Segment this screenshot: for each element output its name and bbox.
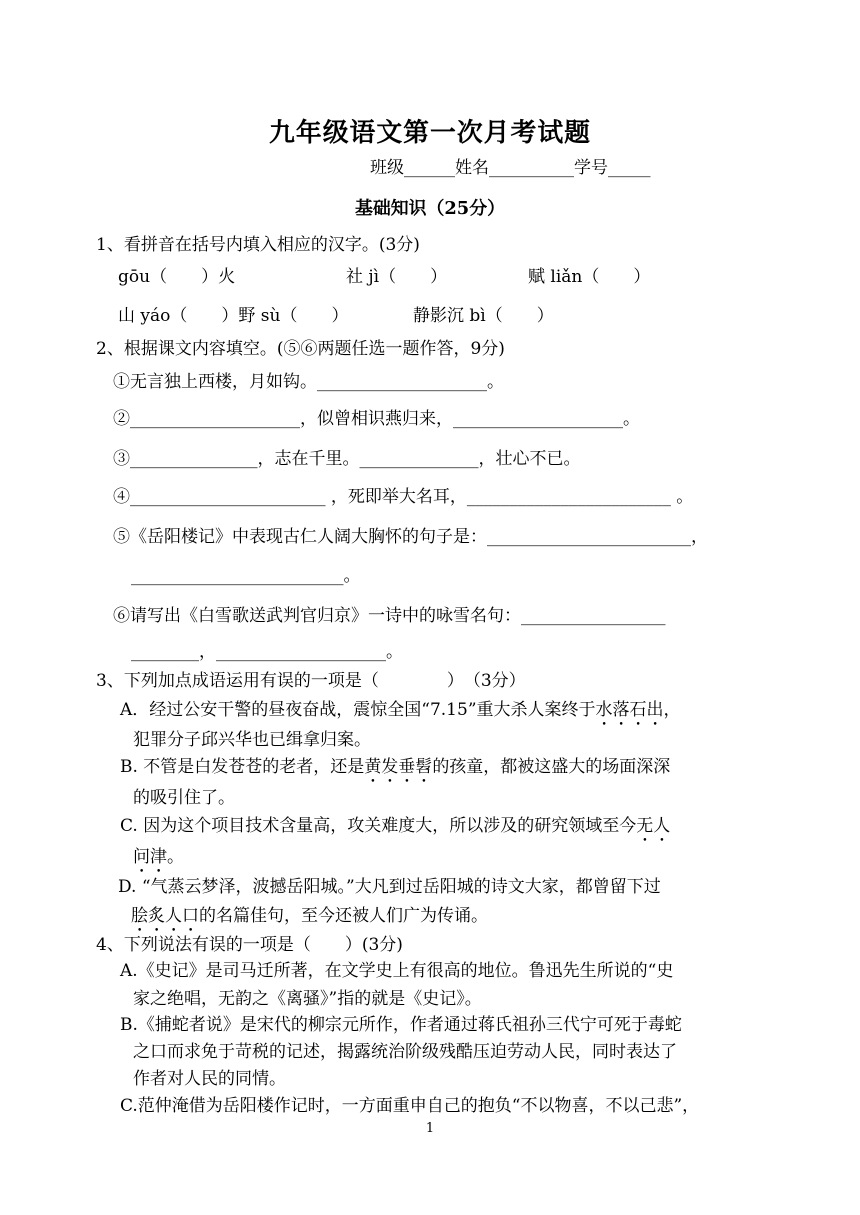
q1-item: 赋 liǎn（ ）: [528, 267, 651, 287]
q1-item: 社 jì（ ）: [346, 267, 448, 287]
q2-line: ⑤《岳阳楼记》中表现古仁人阔大胸怀的句子是：________________________，: [113, 527, 708, 547]
q3-stem: 3、下列加点成语运用有误的一项是（ ） （3分）: [96, 671, 526, 691]
q3-option-b-cont: 的吸引住了。: [133, 788, 235, 808]
section-heading: 基础知识（25分）: [355, 198, 505, 219]
q2-line: ________，____________________。: [131, 642, 403, 662]
dotted-idiom: 黄发垂髫: [364, 757, 433, 777]
student-info-line: 班级______姓名__________学号_____: [370, 158, 651, 178]
page-number: 1: [425, 1121, 435, 1136]
q4-stem: 4、下列说法有误的一项是（ ）(3分): [96, 935, 403, 955]
q3-option-b: B. 不管是白发苍苍的老者，还是黄发垂髫的孩童，都被这盛大的场面深深: [120, 757, 671, 777]
q2-line: ②____________________，似曾相识燕归来，____________________。: [113, 409, 640, 429]
dotted-idiom: 问津: [133, 847, 167, 867]
q2-line: ③_______________，志在千里。______________，壮心不已。: [113, 449, 581, 469]
q3-option-a-cont: 犯罪分子邱兴华也已缉拿归案。: [133, 730, 371, 750]
q4-option-c: C.范仲淹借为岳阳楼作记时，一方面重申自己的抱负“不以物喜，不以己悲”，: [120, 1096, 700, 1116]
q3-option-c: C. 因为这个项目技术含量高，攻关难度大，所以涉及的研究领域至今无人: [120, 816, 671, 836]
q3-option-d-cont: 脍炙人口的名篇佳句，至今还被人们广为传诵。: [131, 906, 488, 926]
dotted-idiom: 脍炙人口: [131, 906, 199, 926]
q4-option-b-cont: 之口而求免于苛税的记述，揭露统治阶级残酷压迫劳动人民，同时表达了: [133, 1042, 677, 1062]
q2-line: _________________________。: [131, 566, 361, 586]
q2-line: ⑥请写出《白雪歌送武判官归京》一诗中的咏雪名句：_________________: [113, 606, 666, 626]
q4-option-b: B.《捕蛇者说》是宋代的柳宗元所作，作者通过蒋氏祖孙三代宁可死于毒蛇: [120, 1015, 682, 1035]
dotted-idiom: 无人: [636, 816, 671, 836]
q1-item: 山 yáo（ ）野 sù（ ）: [118, 306, 349, 326]
q4-option-a-cont: 家之绝唱，无韵之《离骚》”指的就是《史记》。: [133, 989, 482, 1009]
page-title: 九年级语文第一次月考试题: [269, 118, 591, 148]
dotted-idiom: 水落石出: [595, 700, 664, 720]
q2-stem: 2、根据课文内容填空。(⑤⑥两题任选一题作答，9分): [96, 339, 505, 359]
q2-line: ④_______________________ ，死即举大名耳，________________________ 。: [113, 487, 694, 507]
q1-stem: 1、看拼音在括号内填入相应的汉字。(3分): [96, 235, 420, 255]
q4-option-b-cont: 作者对人民的同情。: [133, 1069, 286, 1089]
q3-option-d: D. “气蒸云梦泽，波撼岳阳城。”大凡到过岳阳城的诗文大家，都曾留下过: [118, 877, 661, 897]
q3-option-a: A．经过公安干警的昼夜奋战，震惊全国“7.15”重大杀人案终于水落石出，: [120, 700, 681, 720]
q2-line: ①无言独上西楼，月如钩。____________________。: [113, 372, 504, 392]
q1-item: 静影沉 bì（ ）: [413, 306, 554, 326]
q3-option-c-cont: 问津。: [133, 847, 184, 867]
q4-option-a: A.《史记》是司马迁所著，在文学史上有很高的地位。鲁迅先生所说的“史: [120, 961, 674, 981]
q1-item: gōu（ ）火: [118, 267, 236, 287]
